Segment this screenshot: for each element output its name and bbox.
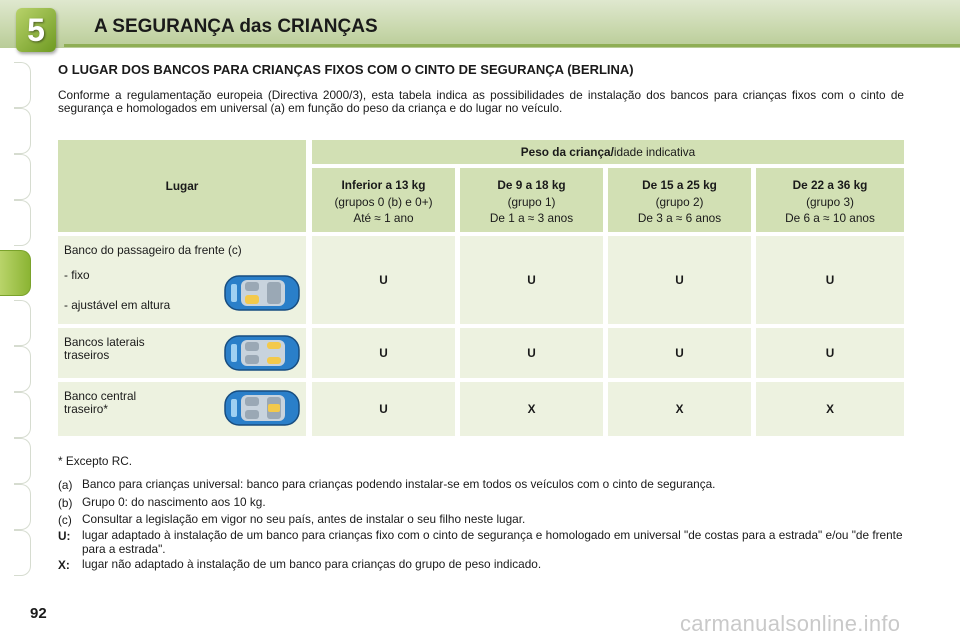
group-header-1 (312, 168, 455, 232)
footnote-text: lugar não adaptado à instalação de um banco para crianças do grupo de peso indicado. (82, 557, 542, 571)
lugar-header (58, 140, 306, 232)
group-age: De 6 a ≈ 10 anos (785, 211, 875, 225)
side-tab-2[interactable] (14, 108, 31, 154)
seat-label-line1: Banco do passageiro da frente (c) (64, 243, 242, 257)
side-tab-3[interactable] (14, 154, 31, 200)
group-age: De 3 a ≈ 6 anos (637, 211, 722, 225)
peso-header (312, 140, 904, 164)
side-tab-6[interactable] (14, 300, 31, 346)
group-header-4 (756, 168, 904, 232)
peso-header-rest: idade indicativa (613, 145, 696, 159)
cell-rear-center-g4: X (756, 382, 904, 436)
chapter-title: A SEGURANÇA das CRIANÇAS (94, 16, 378, 37)
cell-rear-center-g3: X (608, 382, 751, 436)
group-header-3 (608, 168, 751, 232)
seat-label-line1: Banco central (64, 389, 137, 403)
side-tab-8[interactable] (14, 392, 31, 438)
group-age: Até ≈ 1 ano (353, 211, 414, 225)
seat-label-line2: - fixo (64, 268, 90, 282)
chapter-side-tabs (0, 62, 30, 576)
group-label: (grupo 2) (655, 194, 704, 209)
group-title: De 15 a 25 kg (642, 178, 717, 192)
footnote-asterisk: * Excepto RC. (58, 454, 133, 468)
footnote-key: (b) (58, 496, 73, 510)
section-title: O LUGAR DOS BANCOS PARA CRIANÇAS FIXOS COM O CINTO DE SEGURANÇA (BERLINA) (58, 62, 634, 77)
seat-label-line3: - ajustável em altura (64, 298, 171, 312)
group-label: (grupo 1) (507, 194, 556, 209)
group-header-2 (460, 168, 603, 232)
cell-front-g2: U (460, 236, 603, 324)
group-title: Inferior a 13 kg (341, 178, 426, 192)
footnote-key: (a) (58, 478, 73, 492)
side-tab-4[interactable] (14, 200, 31, 246)
footnote-text: Grupo 0: do nascimento aos 10 kg. (82, 495, 266, 509)
footnote-text: Banco para crianças universal: banco para crianças podendo instalar-se em todos os veículos com o cinto de segurança. (82, 477, 716, 491)
group-age: De 1 a ≈ 3 anos (489, 211, 574, 225)
footnote-text: Consultar a legislação em vigor no seu país, antes de instalar o seu filho neste lugar. (82, 512, 526, 526)
car-seat-rear-center-icon (223, 389, 301, 427)
group-title: De 9 a 18 kg (497, 178, 566, 192)
seat-label-line2: traseiro* (64, 402, 108, 416)
car-seat-rear-sides-icon (223, 334, 301, 372)
cell-front-g4: U (756, 236, 904, 324)
group-label: (grupo 3) (806, 194, 854, 209)
side-tab-10[interactable] (14, 484, 31, 530)
cell-rear-sides-g1: U (312, 328, 455, 378)
cell-rear-sides-g2: U (460, 328, 603, 378)
side-tab-9[interactable] (14, 438, 31, 484)
watermark: carmanualsonline.info (680, 611, 901, 636)
peso-header-bold: Peso da criança/ (520, 145, 614, 159)
cell-front-g1: U (312, 236, 455, 324)
side-tab-11[interactable] (14, 530, 31, 576)
side-tab-1[interactable] (14, 62, 31, 108)
cell-front-g3: U (608, 236, 751, 324)
lugar-header-label: Lugar (165, 179, 199, 193)
footnote-text: lugar adaptado à instalação de um banco para crianças fixo com o cinto de segurança e homologado em universal "de costas para a estrada" e/ou "de frente para a estrada". (82, 528, 903, 556)
chapter-number: 5 (27, 11, 45, 48)
side-tab-7[interactable] (14, 346, 31, 392)
cell-rear-center-g1: U (312, 382, 455, 436)
footnote-key: X: (58, 558, 70, 572)
header-divider (64, 44, 960, 47)
cell-rear-center-g2: X (460, 382, 603, 436)
side-tab-5-active[interactable] (0, 250, 31, 296)
group-label: (grupos 0 (b) e 0+) (334, 194, 433, 209)
cell-rear-sides-g4: U (756, 328, 904, 378)
page-number: 92 (30, 605, 47, 622)
footnote-key: U: (58, 529, 71, 543)
cell-rear-sides-g3: U (608, 328, 751, 378)
group-title: De 22 a 36 kg (792, 178, 868, 192)
chapter-number-badge (16, 8, 56, 52)
seat-label-line2: traseiros (64, 348, 110, 362)
intro-paragraph: Conforme a regulamentação europeia (Directiva 2000/3), esta tabela indica as possibilidades de instalação dos bancos para crianças fixos com o cinto de segurança e homologados em universal (a) em função do peso da criança e do lugar no veículo. (58, 88, 904, 115)
car-seat-front-icon (223, 274, 301, 312)
footnote-key: (c) (58, 513, 72, 527)
seat-label-line1: Bancos laterais (64, 335, 145, 349)
